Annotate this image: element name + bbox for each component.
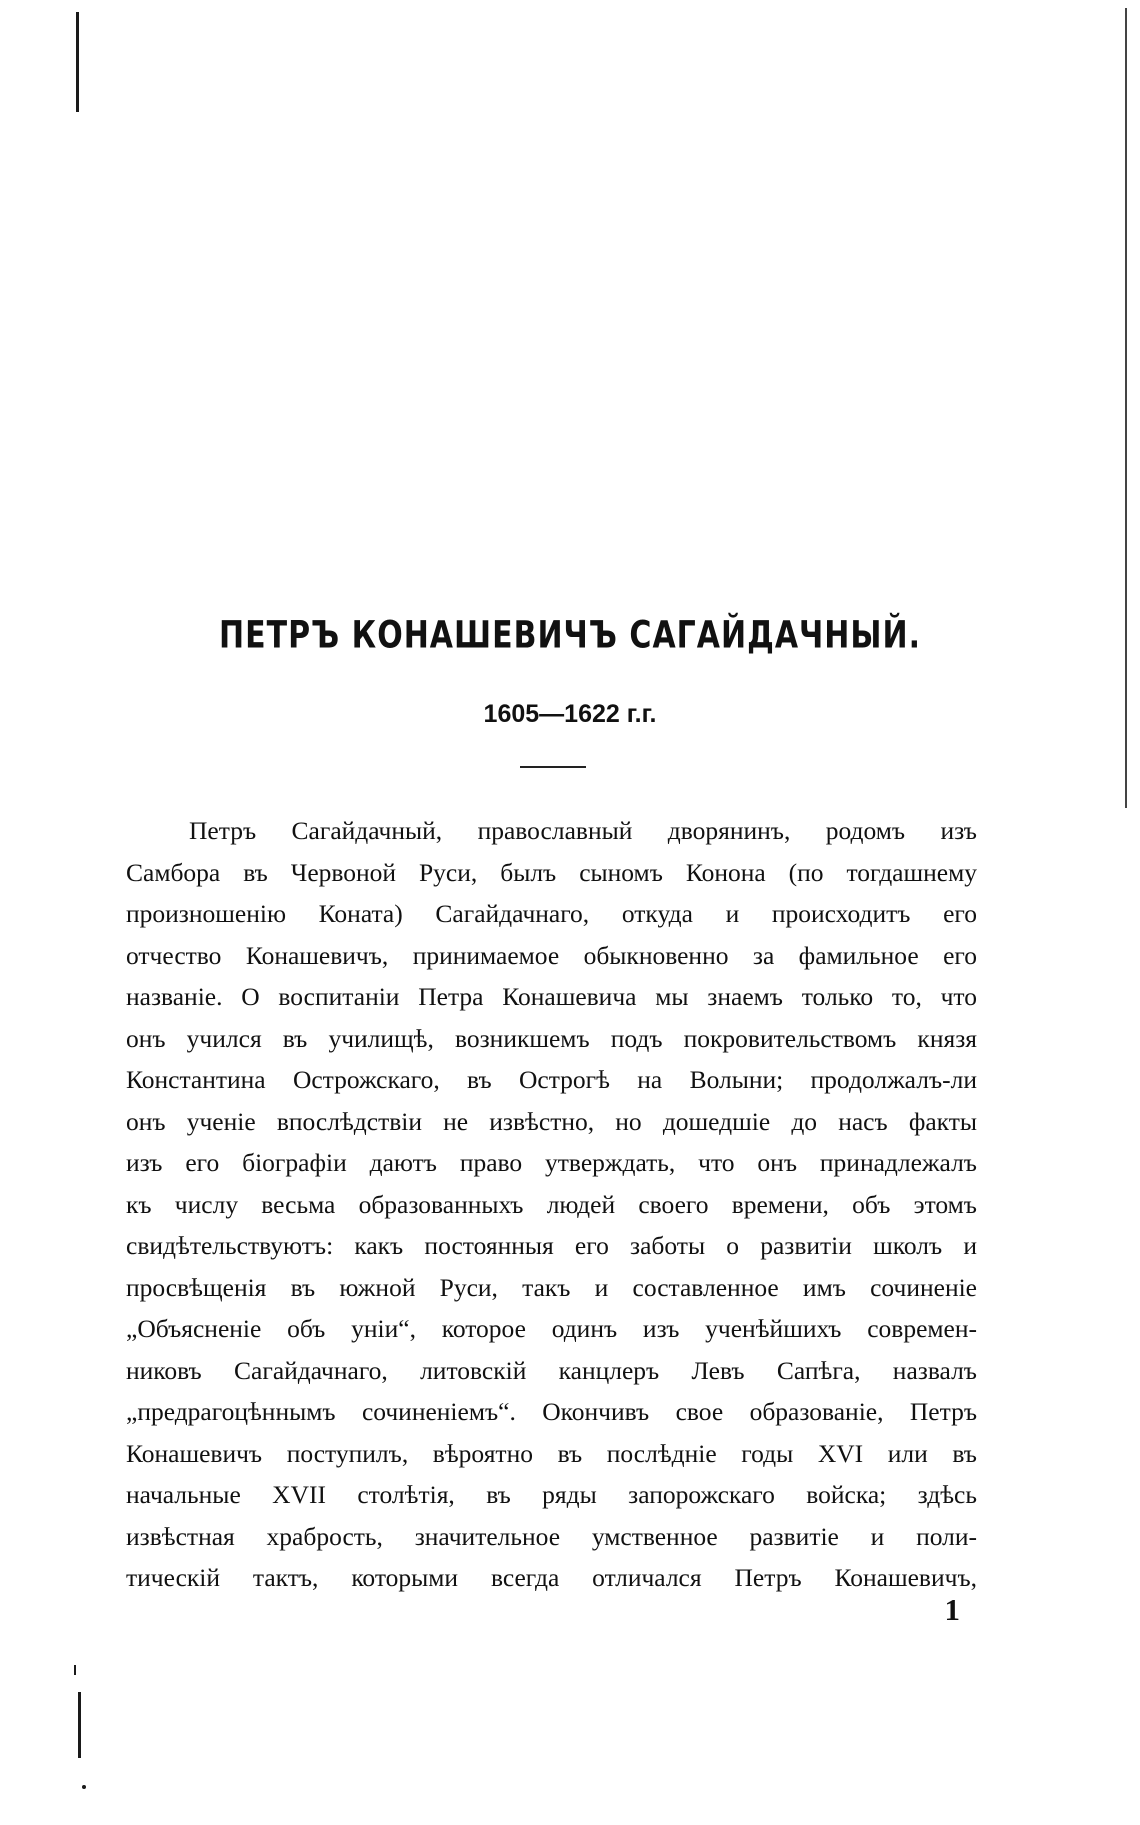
text-line: онъ ученіе впослѣдствіи не извѣстно, но дошедшіе до насъ факты — [126, 1106, 977, 1136]
body-paragraph — [126, 810, 977, 1599]
chapter-title: ПЕТРЪ КОНАШЕВИЧЪ САГАЙДАЧНЫЙ. — [219, 613, 921, 658]
chapter-dates: 1605—1622 г.г. — [483, 700, 657, 728]
scan-edge-mark — [74, 1665, 76, 1675]
scan-edge-mark — [76, 12, 79, 112]
text-line: извѣстная храбрость, значительное умственное развитіе и поли- — [126, 1521, 977, 1551]
text-line: къ числу весьма образованныхъ людей своего времени, объ этомъ — [126, 1189, 977, 1219]
text-line: „Объясненіе объ уніи“, которое одинъ изъ ученѣйшихъ современ- — [126, 1314, 977, 1343]
scan-dot — [82, 1785, 86, 1789]
text-line: отчество Конашевичъ, принимаемое обыкновенно за фамильное его — [126, 940, 977, 970]
text-line: изъ его біографіи даютъ право утверждать, что онъ принадлежалъ — [126, 1148, 977, 1177]
text-line: Константина Острожскаго, въ Острогѣ на Волыни; продолжалъ-ли — [126, 1065, 977, 1094]
title-divider — [520, 766, 586, 768]
page-number: 1 — [944, 1592, 960, 1627]
scan-edge-mark — [1125, 8, 1127, 808]
text-line: Петръ Сагайдачный, православный дворянинъ, родомъ изъ — [189, 816, 977, 845]
text-line: „предрагоцѣннымъ сочиненіемъ“. Окончивъ свое образованіе, Петръ — [126, 1397, 977, 1426]
text-line: свидѣтельствуютъ: какъ постоянныя его заботы о развитіи школъ и — [126, 1231, 977, 1260]
text-line: названіе. О воспитаніи Петра Конашевича мы знаемъ только то, что — [126, 982, 977, 1011]
text-line: онъ учился въ училищѣ, возникшемъ подъ покровительствомъ князя — [126, 1023, 977, 1053]
text-line: тическій тактъ, которыми всегда отличался Петръ Конашевичъ, — [126, 1563, 977, 1592]
text-line: Конашевичъ поступилъ, вѣроятно въ послѣдніе годы XVI или въ — [126, 1438, 977, 1468]
text-line: произношенію Коната) Сагайдачнаго, откуда и происходитъ его — [126, 899, 977, 928]
text-line: Самбора въ Червоной Руси, былъ сыномъ Конона (по тогдашнему — [126, 857, 977, 887]
text-line: просвѣщенія въ южной Руси, такъ и составленное имъ сочиненіе — [126, 1272, 977, 1302]
text-line: начальные XVII столѣтія, въ ряды запорожскаго войска; здѣсь — [126, 1480, 977, 1509]
text-line: никовъ Сагайдачнаго, литовскій канцлеръ Левъ Сапѣга, назвалъ — [126, 1355, 977, 1385]
scan-edge-mark — [78, 1692, 81, 1758]
